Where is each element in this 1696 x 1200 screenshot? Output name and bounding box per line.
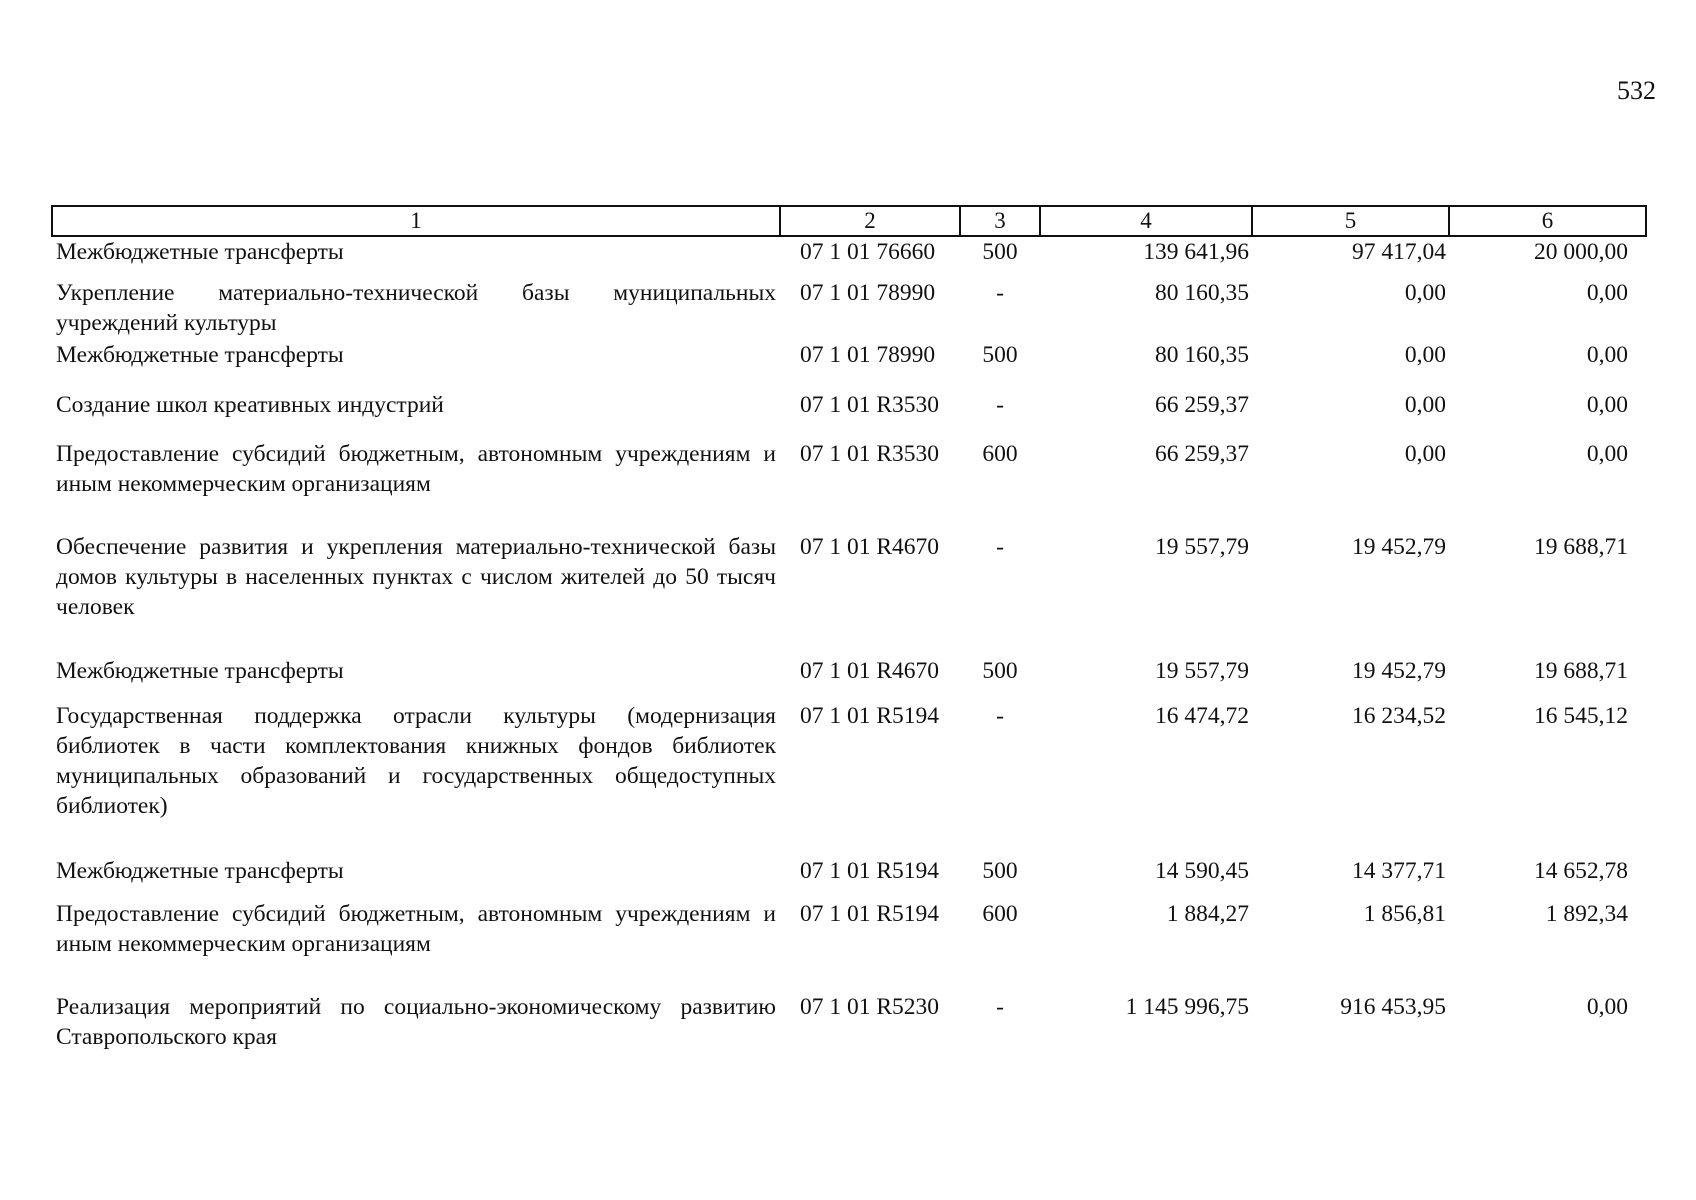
row-code: 07 1 01 R3530: [800, 441, 940, 467]
row-value-4: 1 884,27: [1166, 901, 1249, 927]
row-code: 07 1 01 R5194: [800, 901, 940, 927]
row-value-5: 19 452,79: [1352, 534, 1446, 560]
row-name: Межбюджетные трансферты: [56, 658, 344, 684]
row-value-6: 0,00: [1586, 441, 1628, 467]
row-name: Укрепление материально-технической базы муниципальных учреждений культуры: [56, 280, 776, 336]
row-name: Межбюджетные трансферты: [56, 858, 344, 884]
row-value-4: 66 259,37: [1155, 392, 1249, 418]
row-value-4: 80 160,35: [1155, 342, 1249, 368]
row-value-5: 0,00: [1404, 342, 1446, 368]
row-name: Создание школ креативных индустрий: [56, 392, 444, 418]
table-row: [52, 340, 1646, 390]
row-value-6: 1 892,34: [1545, 901, 1628, 927]
page-number: 532: [1617, 76, 1656, 105]
row-value-4: 66 259,37: [1155, 441, 1249, 467]
row-value-4: 14 590,45: [1155, 858, 1249, 884]
column-header-5: 5: [1252, 206, 1449, 236]
row-value-5: 19 452,79: [1352, 658, 1446, 684]
column-header-3: 3: [960, 206, 1040, 236]
table-row: [52, 532, 1646, 656]
row-code: 07 1 01 R4670: [800, 534, 940, 560]
row-kind: -: [996, 994, 1004, 1020]
table-row: [52, 656, 1646, 701]
row-code: 07 1 01 R5194: [800, 703, 940, 729]
table-row: [52, 236, 1646, 278]
table-row: [52, 278, 1646, 340]
row-kind: 500: [982, 239, 1018, 265]
row-value-6: 0,00: [1586, 392, 1628, 418]
table-row: [52, 390, 1646, 439]
row-kind: 500: [982, 342, 1018, 368]
row-kind: -: [996, 534, 1004, 560]
row-code: 07 1 01 R4670: [800, 658, 940, 684]
row-kind: -: [996, 392, 1004, 418]
row-value-6: 0,00: [1586, 994, 1628, 1020]
row-kind: 500: [982, 858, 1018, 884]
table-row: [52, 856, 1646, 899]
row-kind: -: [996, 280, 1004, 306]
row-value-4: 19 557,79: [1155, 658, 1249, 684]
row-value-6: 0,00: [1586, 280, 1628, 306]
row-value-6: 19 688,71: [1534, 534, 1628, 560]
row-name: Реализация мероприятий по социально-экономическому развитию Ставропольского края: [56, 994, 776, 1050]
row-value-5: 1 856,81: [1363, 901, 1446, 927]
row-value-6: 20 000,00: [1534, 239, 1628, 265]
table-row: [52, 701, 1646, 856]
row-code: 07 1 01 R5194: [800, 858, 940, 884]
row-code: 07 1 01 76660: [800, 239, 936, 265]
row-value-5: 14 377,71: [1352, 858, 1446, 884]
table-row: [52, 992, 1646, 1056]
header-row: [52, 206, 1646, 236]
row-name: Предоставление субсидий бюджетным, автономным учреждениям и иным некоммерческим организациям: [56, 901, 776, 957]
row-value-6: 19 688,71: [1534, 658, 1628, 684]
row-code: 07 1 01 78990: [800, 280, 936, 306]
budget-table: [51, 205, 1647, 1056]
column-header-4: 4: [1040, 206, 1252, 236]
row-value-4: 80 160,35: [1155, 280, 1249, 306]
row-name: Обеспечение развития и укрепления материально-технической базы домов культуры в населенных пунктах с числом жителей до 50 тысяч человек: [56, 534, 776, 620]
row-value-6: 0,00: [1586, 342, 1628, 368]
row-name: Государственная поддержка отрасли культуры (модернизация библиотек в части комплектования книжных фондов библиотек муниципальных образований и государственных общедоступных библиотек): [56, 703, 776, 819]
row-code: 07 1 01 78990: [800, 342, 936, 368]
row-kind: 500: [982, 658, 1018, 684]
row-value-4: 1 145 996,75: [1125, 994, 1249, 1020]
row-value-4: 16 474,72: [1155, 703, 1249, 729]
row-code: 07 1 01 R3530: [800, 392, 940, 418]
table-row: [52, 439, 1646, 532]
row-kind: -: [996, 703, 1004, 729]
column-header-6: 6: [1449, 206, 1646, 236]
row-value-4: 139 641,96: [1143, 239, 1249, 265]
row-value-4: 19 557,79: [1155, 534, 1249, 560]
row-value-5: 0,00: [1404, 280, 1446, 306]
row-value-5: 0,00: [1404, 392, 1446, 418]
row-value-6: 16 545,12: [1534, 703, 1628, 729]
row-name: Межбюджетные трансферты: [56, 239, 344, 265]
table-header: [52, 206, 1646, 236]
row-value-5: 0,00: [1404, 441, 1446, 467]
row-kind: 600: [982, 441, 1018, 467]
row-value-6: 14 652,78: [1534, 858, 1628, 884]
row-name: Межбюджетные трансферты: [56, 342, 344, 368]
row-name: Предоставление субсидий бюджетным, автономным учреждениям и иным некоммерческим организациям: [56, 441, 776, 497]
row-kind: 600: [982, 901, 1018, 927]
table-row: [52, 899, 1646, 992]
row-value-5: 916 453,95: [1340, 994, 1446, 1020]
table-body: [52, 236, 1646, 1056]
row-value-5: 16 234,52: [1352, 703, 1446, 729]
row-code: 07 1 01 R5230: [800, 994, 940, 1020]
column-header-2: 2: [780, 206, 960, 236]
row-value-5: 97 417,04: [1352, 239, 1446, 265]
column-header-1: 1: [52, 206, 780, 236]
